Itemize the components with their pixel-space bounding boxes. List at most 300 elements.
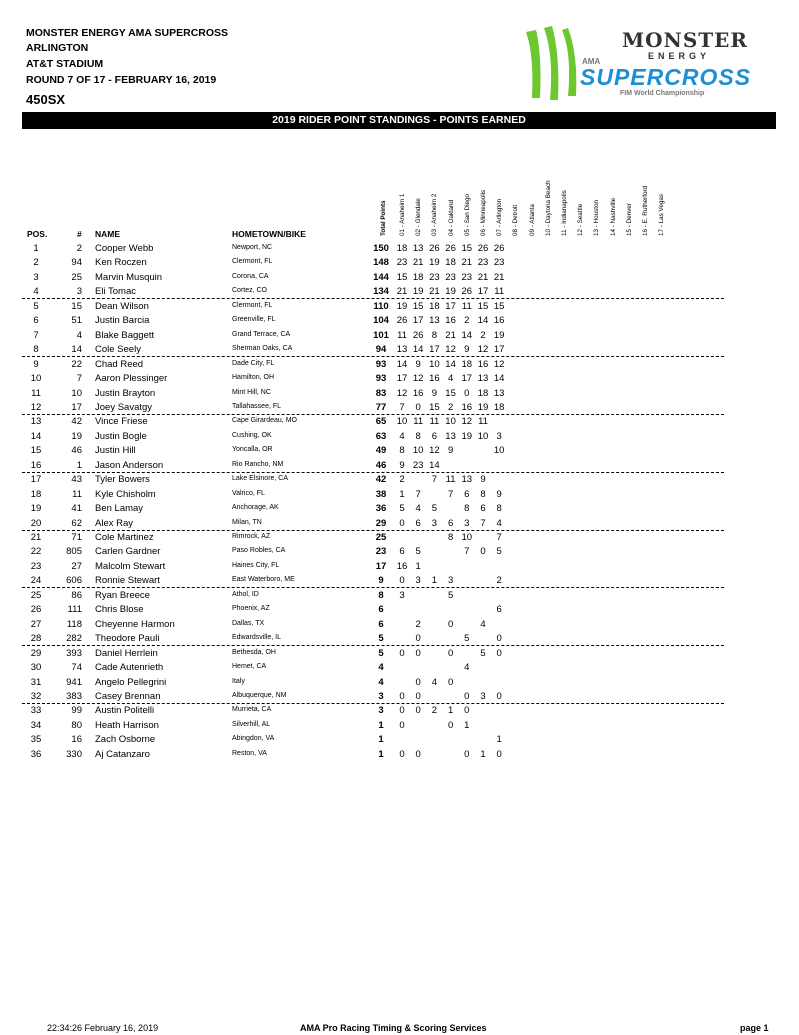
round-points: 6 — [399, 546, 405, 558]
round-points: 7 — [464, 546, 470, 558]
round-points: 21 — [461, 257, 473, 269]
rider-hometown: Newport, NC — [232, 244, 273, 251]
rider-total-points: 1 — [378, 748, 384, 760]
rider-name: Carlen Gardner — [95, 546, 161, 558]
round-points: 0 — [464, 690, 470, 702]
rider-number: 62 — [71, 517, 82, 529]
rider-name: Chris Blose — [95, 604, 144, 616]
round-points: 15 — [445, 387, 456, 399]
footer-service: AMA Pro Racing Timing & Scoring Services — [300, 1023, 487, 1033]
rider-total-points: 38 — [375, 488, 387, 500]
rider-number: 941 — [66, 676, 82, 688]
round-points: 21 — [429, 286, 440, 298]
round-points: 3 — [496, 430, 502, 442]
round-points: 0 — [464, 705, 470, 717]
rider-position: 12 — [30, 401, 42, 413]
rider-position: 2 — [33, 257, 39, 269]
rider-hometown: Hamilton, OH — [232, 374, 275, 382]
round-points: 11 — [397, 329, 407, 341]
col-hometown: HOMETOWN/BIKE — [232, 229, 306, 239]
round-points: 14 — [461, 329, 473, 341]
rider-position: 6 — [33, 315, 39, 327]
round-points: 3 — [447, 575, 454, 587]
round-points: 5 — [480, 647, 486, 659]
round-points: 21 — [493, 271, 505, 283]
round-points: 26 — [493, 243, 505, 254]
rider-number: 2 — [76, 243, 82, 254]
round-points: 5 — [415, 546, 421, 558]
rider-name: Ben Lamay — [95, 503, 144, 515]
round-points: 11 — [494, 286, 505, 298]
rider-hometown: East Waterboro, ME — [232, 576, 295, 584]
rider-number: 118 — [66, 618, 82, 630]
rider-name: Theodore Pauli — [95, 633, 160, 645]
round-points: 15 — [396, 271, 408, 283]
round-points: 13 — [429, 315, 440, 327]
col-round-3-label: 03 - Anaheim 2 — [431, 193, 439, 236]
round-points: 5 — [464, 633, 470, 645]
round-points: 6 — [496, 604, 502, 616]
table-row — [0, 631, 799, 646]
rider-position: 4 — [33, 286, 39, 298]
round-points: 0 — [496, 748, 502, 760]
table-row — [0, 414, 799, 429]
round-points: 13 — [445, 430, 456, 442]
col-round-16-label: 16 - E. Rutherford — [642, 185, 649, 236]
rider-number: 27 — [71, 560, 82, 572]
rider-number: 11 — [72, 488, 82, 500]
round-points: 9 — [496, 488, 502, 500]
fim-label: FIM World Championship — [620, 90, 705, 97]
round-points: 10 — [429, 358, 440, 370]
rider-position: 27 — [30, 618, 42, 630]
rider-name: Cole Martinez — [95, 532, 154, 543]
table-row — [0, 255, 799, 270]
round-points: 2 — [464, 315, 470, 327]
col-round-8-label: 08 - Detroit — [512, 204, 520, 236]
round-points: 2 — [496, 575, 502, 587]
rider-total-points: 150 — [373, 243, 389, 254]
rider-hometown: Anchorage, AK — [232, 504, 279, 512]
round-points: 4 — [464, 662, 470, 674]
table-row — [0, 646, 799, 661]
round-points: 0 — [399, 517, 405, 529]
round-points: 1 — [431, 575, 438, 587]
round-points: 2 — [447, 401, 454, 413]
round-points: 14 — [493, 373, 505, 385]
rider-total-points: 42 — [375, 474, 387, 486]
rider-position: 22 — [30, 546, 42, 558]
rider-number: 111 — [67, 604, 82, 616]
round-points: 17 — [461, 373, 473, 385]
round-points: 17 — [477, 286, 489, 298]
rider-hometown: Edwardsville, IL — [232, 634, 282, 642]
rider-number: 17 — [71, 401, 82, 413]
round-points: 19 — [429, 257, 440, 269]
round-points: 0 — [415, 401, 421, 413]
rider-number: 42 — [71, 416, 82, 428]
rider-number: 19 — [71, 430, 82, 442]
round-points: 9 — [415, 358, 421, 370]
rider-position: 8 — [33, 344, 39, 356]
round-points: 16 — [396, 560, 408, 572]
round-points: 14 — [396, 358, 408, 370]
table-row — [0, 501, 799, 516]
round-points: 21 — [396, 286, 408, 298]
rider-number: 25 — [71, 271, 82, 283]
rider-hometown: Lake Elsinore, CA — [232, 475, 289, 483]
table-row — [0, 487, 799, 502]
rider-total-points: 101 — [373, 329, 389, 341]
rider-total-points: 110 — [373, 300, 389, 312]
rider-hometown: Greenville, FL — [232, 316, 276, 324]
rider-hometown: Rio Rancho, NM — [232, 460, 284, 468]
rider-total-points: 93 — [375, 373, 387, 385]
rider-name: Aj Catanzaro — [95, 748, 150, 760]
rider-total-points: 94 — [375, 344, 387, 356]
rider-name: Dean Wilson — [95, 300, 149, 312]
round-points: 21 — [412, 257, 424, 269]
rider-hometown: Clermont, FL — [232, 258, 273, 266]
rider-position: 5 — [33, 300, 39, 312]
col-round-4-label: 04 - Oakland — [447, 199, 455, 236]
table-row — [0, 544, 799, 559]
col-round-9-label: 09 - Atlanta — [528, 204, 536, 236]
round-points: 18 — [429, 300, 440, 312]
round-points: 9 — [464, 344, 470, 356]
rider-total-points: 23 — [375, 546, 387, 558]
table-row — [0, 675, 799, 690]
rider-name: Justin Brayton — [95, 387, 156, 399]
rider-position: 34 — [30, 719, 42, 731]
round-points: 15 — [461, 243, 473, 254]
rider-total-points: 65 — [375, 416, 387, 428]
round-points: 15 — [493, 300, 505, 312]
round-points: 16 — [445, 315, 456, 327]
round-points: 10 — [396, 416, 408, 428]
rider-name: Casey Brennan — [95, 690, 161, 702]
rider-total-points: 8 — [378, 589, 384, 601]
round-points: 8 — [399, 445, 405, 457]
round-points: 18 — [396, 243, 408, 254]
col-round-5-label: 05 - San Diego — [463, 193, 471, 236]
rider-number: 74 — [71, 662, 82, 674]
round-points: 26 — [445, 243, 456, 254]
round-label: ROUND 7 OF 17 - FEBRUARY 16, 2019 — [26, 74, 217, 86]
round-points: 8 — [431, 329, 438, 341]
round-points: 10 — [477, 430, 489, 442]
round-points: 11 — [461, 300, 472, 312]
round-points: 13 — [461, 474, 473, 486]
round-points: 16 — [412, 387, 424, 399]
round-points: 23 — [493, 257, 505, 269]
round-points: 0 — [464, 387, 470, 399]
round-points: 6 — [464, 488, 470, 500]
rider-number: 383 — [66, 690, 82, 702]
rider-total-points: 9 — [378, 575, 384, 587]
round-points: 10 — [445, 416, 456, 428]
rider-position: 16 — [30, 459, 42, 471]
round-points: 11 — [445, 474, 456, 486]
round-points: 6 — [447, 517, 454, 529]
rider-hometown: Cape Girardeau, MO — [232, 417, 297, 425]
table-row — [0, 429, 799, 444]
rider-total-points: 144 — [373, 271, 389, 283]
round-points: 6 — [415, 517, 421, 529]
rider-name: Ken Roczen — [95, 257, 147, 269]
rider-total-points: 93 — [375, 358, 387, 370]
rider-position: 25 — [30, 589, 42, 601]
round-points: 7 — [480, 517, 486, 529]
rider-total-points: 3 — [378, 705, 384, 717]
rider-number: 7 — [76, 373, 82, 385]
rider-hometown: Dade City, FL — [232, 359, 275, 367]
rider-position: 19 — [30, 503, 42, 515]
round-points: 9 — [399, 459, 405, 471]
table-row — [0, 386, 799, 401]
round-points: 0 — [399, 719, 405, 731]
round-points: 2 — [480, 329, 486, 341]
col-total-points-label: Total Points — [380, 200, 387, 236]
rider-name: Joey Savatgy — [95, 401, 153, 413]
rider-total-points: 36 — [375, 503, 387, 515]
round-points: 8 — [447, 532, 454, 543]
round-points: 1 — [399, 488, 405, 500]
rider-hometown: Murrieta, CA — [232, 706, 272, 714]
round-points: 13 — [477, 373, 489, 385]
round-points: 1 — [415, 560, 421, 572]
rider-name: Kyle Chisholm — [95, 488, 156, 500]
round-points: 15 — [412, 300, 424, 312]
rider-name: Chad Reed — [95, 358, 144, 370]
rider-total-points: 6 — [378, 604, 384, 616]
col-round-6-label: 06 - Minneapolis — [480, 189, 487, 236]
rider-hometown: Tallahassee, FL — [232, 402, 282, 410]
round-points: 8 — [480, 488, 486, 500]
round-points: 18 — [493, 401, 505, 413]
rider-hometown: Bethesda, OH — [232, 648, 276, 656]
round-points: 18 — [445, 257, 456, 269]
rider-total-points: 5 — [378, 633, 384, 645]
round-points: 3 — [415, 575, 421, 587]
rider-number: 10 — [71, 387, 82, 399]
rider-number: 15 — [71, 300, 82, 312]
round-points: 23 — [412, 459, 424, 471]
table-row — [0, 718, 799, 733]
rider-name: Alex Ray — [95, 517, 134, 529]
round-points: 13 — [493, 387, 505, 399]
rider-hometown: Athol, ID — [232, 590, 259, 598]
round-points: 14 — [445, 358, 456, 370]
rider-number: 3 — [76, 286, 82, 298]
round-points: 0 — [447, 719, 454, 731]
rider-position: 35 — [30, 734, 42, 746]
table-row — [0, 443, 799, 458]
table-row — [0, 660, 799, 675]
rider-name: Blake Baggett — [95, 329, 155, 341]
rider-name: Angelo Pellegrini — [95, 676, 167, 688]
round-points: 4 — [431, 676, 438, 688]
footer-page: page 1 — [740, 1023, 769, 1033]
table-row — [0, 400, 799, 415]
round-points: 2 — [399, 474, 405, 486]
round-points: 19 — [396, 300, 408, 312]
round-points: 26 — [477, 243, 489, 254]
round-points: 4 — [399, 430, 405, 442]
rider-hometown: Grand Terrace, CA — [232, 330, 291, 338]
table-row — [0, 573, 799, 588]
venue-label: AT&T STADIUM — [26, 58, 104, 70]
rider-position: 28 — [30, 633, 42, 645]
rider-name: Eli Tomac — [95, 286, 137, 298]
round-points: 1 — [464, 719, 470, 731]
rider-total-points: 1 — [378, 734, 384, 746]
rider-total-points: 46 — [375, 459, 387, 471]
rider-hometown: Reston, VA — [232, 749, 267, 757]
round-points: 5 — [496, 546, 502, 558]
rider-name: Daniel Herrlein — [95, 647, 158, 659]
round-points: 13 — [396, 344, 408, 356]
round-points: 15 — [429, 401, 440, 413]
round-points: 5 — [447, 589, 454, 601]
rider-number: 805 — [66, 546, 82, 558]
round-points: 12 — [429, 445, 440, 457]
round-points: 23 — [396, 257, 408, 269]
rider-position: 36 — [30, 748, 42, 760]
rider-position: 21 — [30, 532, 42, 543]
round-points: 0 — [447, 676, 454, 688]
rider-hometown: Paso Robles, CA — [232, 547, 286, 555]
round-points: 10 — [461, 532, 473, 543]
round-points: 6 — [431, 430, 438, 442]
round-points: 11 — [478, 416, 488, 428]
rider-number: 330 — [66, 748, 82, 760]
rider-total-points: 3 — [378, 690, 384, 702]
rider-hometown: Clermont, FL — [232, 301, 273, 309]
col-round-7-label: 07 - Arlington — [496, 198, 504, 236]
rider-total-points: 49 — [375, 445, 387, 457]
round-points: 23 — [445, 271, 456, 283]
round-points: 7 — [447, 488, 454, 500]
round-points: 18 — [477, 387, 489, 399]
round-points: 0 — [496, 690, 502, 702]
round-points: 1 — [480, 748, 486, 760]
table-row — [0, 747, 799, 762]
round-points: 0 — [447, 647, 454, 659]
round-points: 16 — [493, 315, 505, 327]
rider-name: Justin Barcia — [95, 315, 150, 327]
round-points: 3 — [480, 690, 486, 702]
col-round-13-label: 13 - Houston — [593, 199, 601, 236]
round-points: 0 — [415, 676, 421, 688]
rider-position: 23 — [30, 560, 42, 572]
rider-number: 51 — [71, 315, 82, 327]
col-round-17-label: 17 - Las Vegas — [658, 193, 666, 236]
round-points: 3 — [464, 517, 470, 529]
round-points: 19 — [461, 430, 473, 442]
table-row — [0, 602, 799, 617]
rider-name: Heath Harrison — [95, 719, 159, 731]
rider-hometown: Valrico, FL — [232, 489, 265, 497]
round-points: 8 — [496, 503, 502, 515]
rider-position: 9 — [33, 358, 39, 370]
round-points: 0 — [496, 647, 502, 659]
rider-hometown: Italy — [232, 677, 245, 685]
round-points: 12 — [445, 344, 456, 356]
round-points: 16 — [461, 401, 473, 413]
round-points: 17 — [445, 300, 456, 312]
round-points: 18 — [461, 358, 473, 370]
round-points: 12 — [493, 358, 505, 370]
round-points: 19 — [445, 286, 456, 298]
rider-name: Aaron Plessinger — [95, 373, 168, 385]
rider-name: Ryan Breece — [95, 589, 150, 601]
rider-position: 18 — [30, 488, 42, 500]
round-points: 0 — [399, 705, 405, 717]
col-round-15-label: 15 - Denver — [625, 203, 633, 236]
round-points: 23 — [477, 257, 489, 269]
rider-name: Tyler Bowers — [95, 474, 150, 486]
rider-total-points: 6 — [378, 618, 384, 630]
round-points: 0 — [415, 633, 421, 645]
round-points: 23 — [429, 271, 440, 283]
round-points: 14 — [429, 459, 440, 471]
round-points: 7 — [496, 532, 502, 543]
round-points: 4 — [496, 517, 502, 529]
round-points: 5 — [399, 503, 405, 515]
rider-number: 71 — [71, 532, 82, 543]
table-row — [0, 588, 799, 603]
rider-number: 393 — [66, 647, 82, 659]
rider-number: 14 — [71, 344, 82, 356]
round-points: 11 — [413, 416, 424, 428]
supercross-logo — [520, 24, 775, 114]
rider-number: 94 — [71, 257, 82, 269]
col-round-11-label: 11 - Indianapolis — [561, 190, 568, 236]
round-points: 5 — [431, 503, 438, 515]
round-points: 16 — [429, 373, 440, 385]
round-points: 0 — [415, 690, 421, 702]
rider-hometown: Dallas, TX — [232, 619, 265, 627]
round-points: 26 — [412, 329, 424, 341]
col-round-10-label: 10 - Daytona Beach — [544, 180, 552, 236]
ama-label: AMA — [582, 57, 601, 66]
round-points: 0 — [399, 690, 405, 702]
round-points: 9 — [480, 474, 486, 486]
rider-position: 13 — [30, 416, 42, 428]
rider-total-points: 29 — [375, 517, 387, 529]
rider-position: 32 — [30, 690, 42, 702]
rider-position: 24 — [30, 575, 42, 587]
round-points: 0 — [464, 748, 470, 760]
round-points: 8 — [415, 430, 421, 442]
round-points: 17 — [493, 344, 505, 356]
round-points: 0 — [399, 647, 405, 659]
round-points: 0 — [399, 748, 405, 760]
round-points: 0 — [447, 618, 454, 630]
rider-hometown: Hemet, CA — [232, 663, 267, 671]
rider-total-points: 77 — [375, 401, 387, 413]
round-points: 4 — [480, 618, 486, 630]
rider-position: 15 — [30, 445, 42, 457]
rider-total-points: 4 — [378, 662, 384, 674]
round-points: 26 — [429, 243, 440, 254]
round-points: 23 — [461, 271, 473, 283]
table-row — [0, 357, 799, 372]
col-round-12-label: 12 - Seattle — [577, 203, 585, 236]
round-points: 6 — [480, 503, 486, 515]
rider-name: Cade Autenrieth — [95, 662, 164, 674]
